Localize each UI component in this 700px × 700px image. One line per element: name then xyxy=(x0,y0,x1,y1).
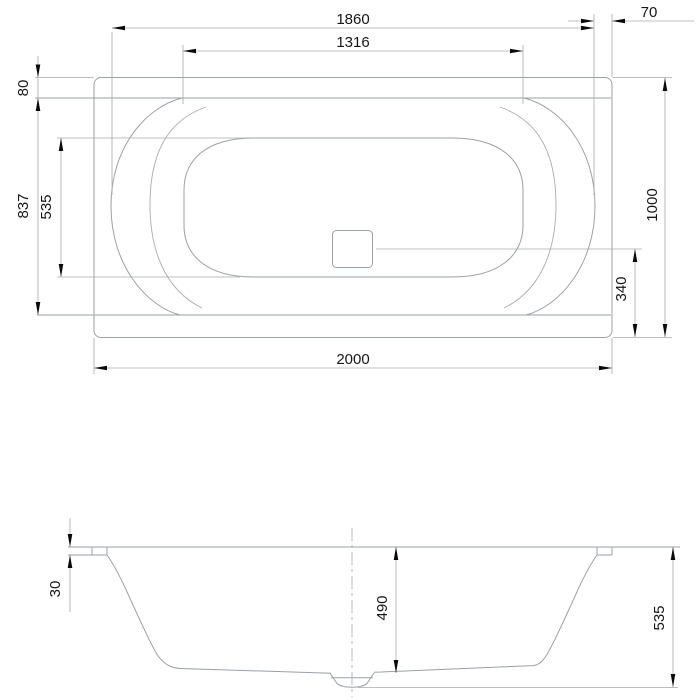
drain-square xyxy=(333,231,373,268)
dim-rim-lip-height xyxy=(47,518,72,612)
arrowhead xyxy=(36,65,41,78)
dim-basin-width xyxy=(38,138,256,277)
dim-drain-to-end xyxy=(376,249,642,337)
arrowhead xyxy=(599,366,612,371)
tub-outer-edge xyxy=(94,78,612,338)
dim-depth-to-waste xyxy=(374,547,398,673)
arrowhead xyxy=(671,547,676,560)
dim-label-drain-to-end: 340 xyxy=(613,276,630,302)
dim-label-basin-length: 1316 xyxy=(336,34,370,51)
dim-label-overall-length: 2000 xyxy=(336,351,370,368)
dim-label-basin-width: 535 xyxy=(38,194,55,220)
arrowhead xyxy=(633,249,638,262)
arrowhead xyxy=(183,49,196,54)
right-rim-arc-inner xyxy=(500,107,556,308)
dim-label-rim-top-width: 80 xyxy=(15,79,32,97)
dim-label-rim-lip-height: 30 xyxy=(47,580,64,598)
arrowhead xyxy=(510,49,523,54)
dim-label-inner-width: 837 xyxy=(15,193,32,219)
dim-label-overall-depth: 535 xyxy=(651,605,668,631)
arrowhead xyxy=(68,534,73,547)
arrowhead xyxy=(59,138,64,151)
dim-basin-length xyxy=(183,34,523,104)
arrowhead xyxy=(36,98,41,111)
arrowhead xyxy=(612,19,625,24)
arrowhead xyxy=(68,555,73,568)
dim-rim-top-and-inner-width xyxy=(15,56,94,315)
section-view xyxy=(47,518,680,697)
basin-bottom-outline xyxy=(184,138,523,277)
arrowhead xyxy=(663,78,668,91)
dim-label-inner-length: 1860 xyxy=(336,11,370,28)
dim-overall-length xyxy=(94,338,612,374)
left-rim-arc-inner xyxy=(150,107,206,308)
arrowhead xyxy=(36,302,41,315)
arrowhead xyxy=(59,264,64,277)
left-wall-profile xyxy=(107,555,331,673)
dim-label-depth-to-waste: 490 xyxy=(374,595,391,621)
plan-view xyxy=(15,4,694,374)
arrowhead xyxy=(663,324,668,337)
arrowhead xyxy=(394,547,399,560)
dim-label-overall-width: 1000 xyxy=(644,188,661,222)
arrowhead xyxy=(112,26,125,31)
dim-label-rim-end-width: 70 xyxy=(640,4,658,21)
arrowhead xyxy=(94,366,107,371)
right-wall-profile xyxy=(374,555,597,672)
arrowhead xyxy=(581,19,594,24)
arrowhead xyxy=(581,26,594,31)
dim-rim-end-width xyxy=(568,4,694,77)
arrowhead xyxy=(671,674,676,687)
arrowhead xyxy=(633,324,638,337)
